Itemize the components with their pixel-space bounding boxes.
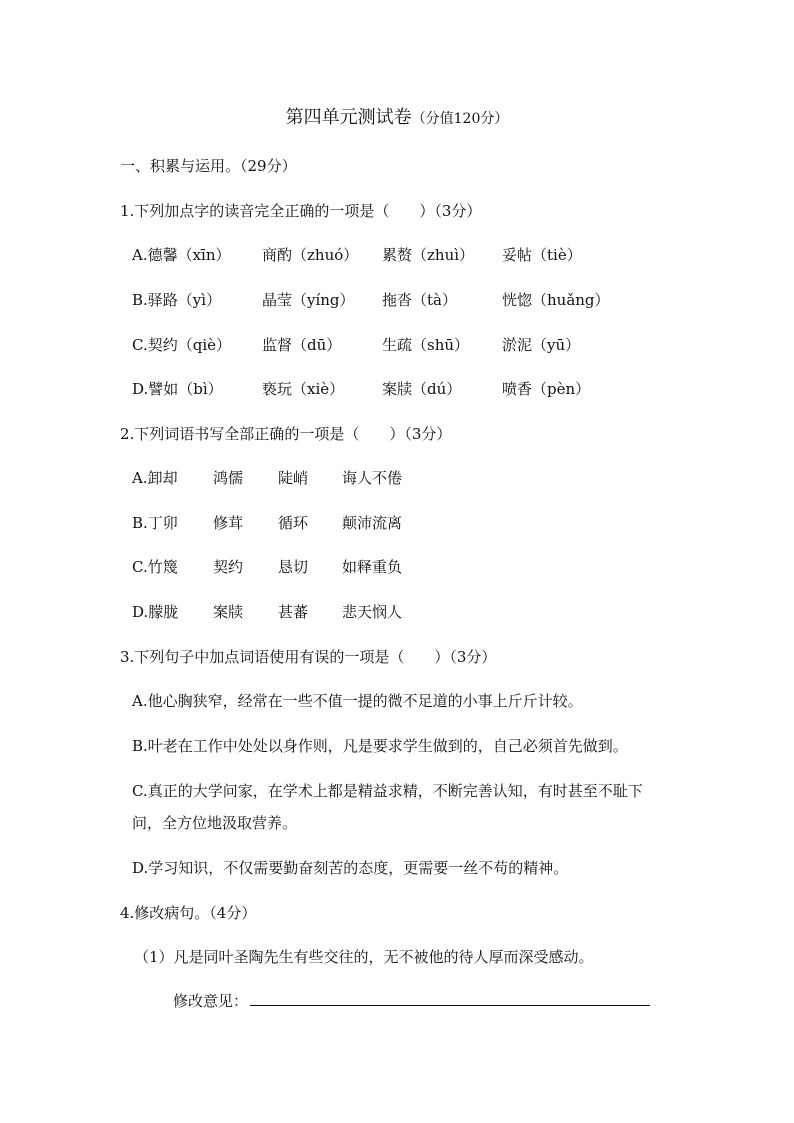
- q2-d-word-3: 甚蕃: [278, 603, 309, 621]
- q1-b-word-1: B.驿路（yì）: [132, 291, 222, 309]
- title-main: 第四单元测试卷: [285, 107, 412, 128]
- q1-d-word-3: 案牍（dú）: [382, 380, 462, 398]
- q2-a-word-1: A.卸却: [132, 469, 178, 487]
- q1-c-word-4: 淤泥（yū）: [502, 336, 581, 354]
- q2-c-word-1: C.竹篾: [132, 558, 178, 576]
- q1-a-word-2: 商酌（zhuó）: [262, 246, 359, 264]
- q2-b-word-1: B.丁卯: [132, 514, 178, 532]
- q2-b-word-2: 修茸: [213, 514, 244, 532]
- section-heading: 一、积累与运用。（29分）: [120, 157, 297, 175]
- q3-option-c: C.真正的大学问家，在学术上都是精益求精，不断完善认知，有时甚至不耻下: [132, 782, 643, 800]
- q1-d-word-2: 亵玩（xiè）: [262, 380, 345, 398]
- title-score: （分值120分）: [411, 111, 509, 127]
- q1-d-word-4: 喷香（pèn）: [502, 380, 591, 398]
- question-1-stem: 1.下列加点字的读音完全正确的一项是（ ）（3分）: [120, 202, 482, 220]
- q2-d-word-2: 案牍: [213, 603, 244, 621]
- q1-c-word-1: C.契约（qiè）: [132, 336, 231, 354]
- q2-d-word-4: 悲天悯人: [342, 603, 403, 621]
- q2-a-word-2: 鸿儒: [213, 469, 244, 487]
- q3-option-b: B.叶老在工作中处处以身作则，凡是要求学生做到的，自己必须首先做到。: [132, 737, 628, 755]
- q2-a-word-3: 陡峭: [278, 469, 309, 487]
- q2-d-word-1: D.朦胧: [132, 603, 179, 621]
- answer-label: 修改意见：: [173, 992, 249, 1010]
- q1-b-word-4: 恍惚（huǎng）: [502, 291, 610, 309]
- q2-a-word-4: 诲人不倦: [342, 469, 403, 487]
- q2-c-word-3: 恳切: [278, 558, 309, 576]
- q1-b-word-2: 晶莹（yíng）: [262, 291, 355, 309]
- q2-c-word-2: 契约: [213, 558, 244, 576]
- answer-blank-line[interactable]: [250, 991, 650, 1006]
- question-3-stem: 3.下列句子中加点词语使用有误的一项是（ ）（3分）: [120, 648, 497, 666]
- q2-b-word-4: 颠沛流离: [342, 514, 403, 532]
- page-title: [0, 104, 794, 133]
- q4-answer-row: [173, 990, 650, 1012]
- q2-b-word-3: 循环: [278, 514, 309, 532]
- q1-b-word-3: 拖沓（tà）: [382, 291, 457, 309]
- q3-option-a: A.他心胸狭窄，经常在一些不值一提的微不足道的小事上斤斤计较。: [132, 692, 583, 710]
- q1-c-word-2: 监督（dū）: [262, 336, 342, 354]
- q1-a-word-3: 累赘（zhuì）: [382, 246, 475, 264]
- q1-a-word-1: A.德馨（xīn）: [132, 246, 231, 264]
- q1-c-word-3: 生疏（shū）: [382, 336, 470, 354]
- question-2-stem: 2.下列词语书写全部正确的一项是（ ）（3分）: [120, 425, 452, 443]
- question-4-stem: 4.修改病句。（4分）: [120, 904, 257, 922]
- q2-c-word-4: 如释重负: [342, 558, 403, 576]
- q1-a-word-4: 妥帖（tiè）: [502, 246, 582, 264]
- q1-d-word-1: D.譬如（bì）: [132, 380, 223, 398]
- q3-option-c-continued: 问，全方位地汲取营养。: [132, 814, 298, 832]
- q3-option-d: D.学习知识，不仅需要勤奋刻苦的态度，更需要一丝不苟的精神。: [132, 859, 569, 877]
- q4-sub-question-1: （1）凡是同叶圣陶先生有些交往的，无不被他的待人厚而深受感动。: [134, 948, 594, 966]
